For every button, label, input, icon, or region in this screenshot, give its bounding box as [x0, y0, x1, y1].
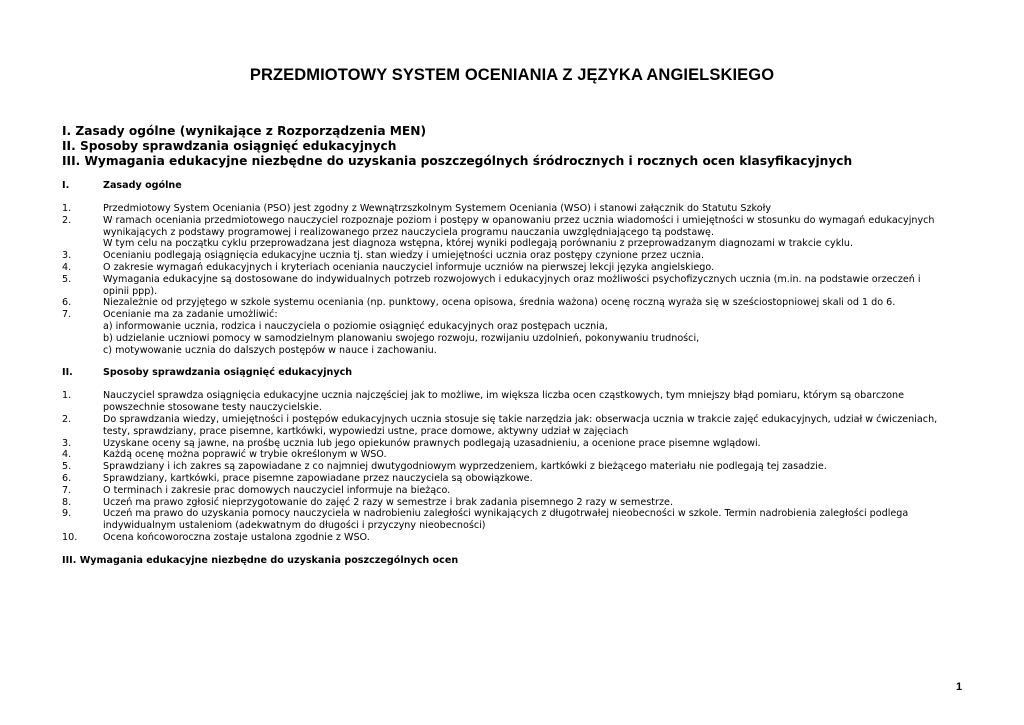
- toc-item: II. Sposoby sprawdzania osiągnięć edukacyjnych: [62, 139, 397, 153]
- list-item-number: 5.: [62, 273, 72, 285]
- section-2-heading: [62, 367, 962, 379]
- list-item-line: Uczeń ma prawo do uzyskania pomocy nauczyciela w nadrobieniu zaległości wynikających z długotrwałej nieobecności w szkole. Termin nadrobienia zaległości podlega: [103, 508, 909, 520]
- list-item-line: Każdą ocenę można poprawić w trybie określonym w WSO.: [103, 449, 387, 461]
- list-item-line: Ocena końcoworoczna zostaje ustalona zgodnie z WSO.: [103, 531, 370, 543]
- list-item-number: 6.: [62, 472, 72, 484]
- list-item-text: [103, 297, 962, 309]
- list-item-line: Uzyskane oceny są jawne, na prośbę ucznia lub jego opiekunów prawnych podlegają uzasadnieniu, a ocenione prace pisemne wglądowi.: [103, 437, 761, 449]
- section-number: II.: [62, 367, 73, 379]
- list-item-line: O terminach i zakresie prac domowych nauczyciel informuje na bieżąco.: [103, 484, 451, 496]
- list-item-number: 4.: [62, 449, 72, 461]
- list-item-text: [103, 461, 962, 473]
- list-item-number: 9.: [62, 508, 72, 520]
- list-item-line: powszechnie stosowane testy nauczycielskie.: [103, 402, 322, 414]
- list-item-number: 3.: [62, 437, 72, 449]
- list-item-line: Przedmiotowy System Oceniania (PSO) jest zgodny z Wewnątrzszkolnym Systemem Oceniania (WSO) i stanowi załącznik do Statutu Szkoły: [103, 203, 772, 214]
- list-item-number: 6.: [62, 297, 72, 309]
- list-item: [62, 532, 962, 544]
- section-1-heading: [62, 180, 962, 192]
- list-item: [62, 449, 962, 461]
- list-item-number: 10.: [62, 531, 78, 543]
- section-number: I.: [62, 180, 70, 191]
- list-item-line: W tym celu na początku cyklu przeprowadzana jest diagnoza wstępna, której wyniki podlegają porównaniu z przeprowadzanym diagnozami w trakcie cyklu.: [103, 238, 854, 250]
- list-item-line: a) informowanie ucznia, rodzica i nauczyciela o poziomie osiągnięć edukacyjnych oraz postępach ucznia,: [103, 320, 608, 332]
- list-item: [62, 215, 962, 250]
- list-item-text: [103, 250, 962, 262]
- list-item-number: 5.: [62, 461, 72, 473]
- list-item-number: 1.: [62, 390, 72, 402]
- list-item: [62, 309, 962, 356]
- list-item-line: indywidualnym ustaleniom (adekwatnym do długości i przyczyny nieobecności): [103, 520, 486, 532]
- list-item-line: Ocenianiu podlegają osiągnięcia edukacyjne ucznia tj. stan wiedzy i umiejętności ucznia oraz postępy czynione przez ucznia.: [103, 250, 705, 262]
- list-item-text: [103, 390, 962, 414]
- list-item-number: 2.: [62, 214, 72, 226]
- list-item-number: 3.: [62, 250, 72, 262]
- list-item-line: testy, sprawdziany, prace pisemne, kartkówki, wypowiedzi ustne, prace domowe, aktywny udział w zajęciach: [103, 425, 629, 437]
- list-item-line: b) udzielanie uczniowi pomocy w samodzielnym planowaniu swojego rozwoju, rozwijaniu uzdolnień, pokonywaniu trudności,: [103, 332, 700, 344]
- list-item: [62, 250, 962, 262]
- list-item: [62, 461, 962, 473]
- list-item-line: c) motywowanie ucznia do dalszych postępów w nauce i zachowaniu.: [103, 344, 437, 356]
- list-item-line: W ramach oceniania przedmiotowego nauczyciel rozpoznaje poziom i postępy w opanowaniu przez ucznia wiadomości i umiejętności w stosunku do wymagań edukacyjnych: [103, 214, 935, 226]
- list-item-text: [103, 532, 962, 544]
- list-item-line: Niezależnie od przyjętego w szkole systemu oceniania (np. punktowy, ocena opisowa, średnia ważona) ocenę roczną wyraża się w sześciostopniowej skali od 1 do 6.: [103, 297, 896, 309]
- list-item-line: wynikających z podstawy programowej i realizowanego przez nauczyciela programu nauczania uwzględniającego tą podstawę.: [103, 226, 715, 238]
- list-item-text: [103, 274, 962, 298]
- list-item-text: [103, 473, 962, 485]
- document-body: [62, 180, 962, 567]
- list-item-number: 2.: [62, 413, 72, 425]
- list-item: [62, 508, 962, 532]
- section-title: Sposoby sprawdzania osiągnięć edukacyjnych: [103, 367, 353, 379]
- list-item-line: Wymagania edukacyjne są dostosowane do indywidualnych potrzeb rozwojowych i edukacyjnych oraz możliwości psychofizycznych ucznia (m.in. na podstawie orzeczeń i: [103, 273, 921, 285]
- list-item-line: Uczeń ma prawo zgłosić nieprzygotowanie do zajęć 2 razy w semestrze i brak zadania pisemnego 2 razy w semestrze.: [103, 496, 673, 508]
- list-item: [62, 414, 962, 438]
- list-item: [62, 473, 962, 485]
- list-item: [62, 485, 962, 497]
- page-number: 1: [956, 681, 963, 693]
- list-item: [62, 297, 962, 309]
- list-item-text: [103, 485, 962, 497]
- list-item-number: 8.: [62, 496, 72, 508]
- section-title: Zasady ogólne: [103, 180, 182, 191]
- section-1-list: [62, 203, 962, 356]
- list-item-line: opinii ppp).: [103, 285, 158, 297]
- list-item: [62, 390, 962, 414]
- table-of-contents: [62, 124, 852, 169]
- list-item-text: [103, 497, 962, 509]
- list-item: [62, 203, 962, 215]
- list-item-text: [103, 215, 962, 250]
- list-item: [62, 497, 962, 509]
- list-item-number: 7.: [62, 309, 72, 321]
- list-item: [62, 274, 962, 298]
- list-item-line: Sprawdziany, kartkówki, prace pisemne zapowiadane przez nauczyciela są obowiązkowe.: [103, 472, 533, 484]
- list-item-text: [103, 309, 962, 356]
- page-title: PRZEDMIOTOWY SYSTEM OCENIANIA Z JĘZYKA ANGIELSKIEGO: [249, 66, 775, 84]
- list-item-number: 1.: [62, 203, 72, 214]
- list-item-number: 7.: [62, 484, 72, 496]
- list-item-text: [103, 508, 962, 532]
- list-item-text: [103, 438, 962, 450]
- list-item-line: O zakresie wymagań edukacyjnych i kryteriach oceniania nauczyciel informuje uczniów na pierwszej lekcji języka angielskiego.: [103, 261, 715, 273]
- toc-item: I. Zasady ogólne (wynikające z Rozporządzenia MEN): [62, 124, 427, 138]
- list-item: [62, 438, 962, 450]
- section-3-heading: III. Wymagania edukacyjne niezbędne do uzyskania poszczególnych ocen: [62, 554, 459, 566]
- list-item-line: Nauczyciel sprawdza osiągnięcia edukacyjne ucznia najczęściej jak to możliwe, im większa liczba ocen cząstkowych, tym mniejszy błąd pomiaru, którym są obarczone: [103, 390, 904, 402]
- list-item-text: [103, 203, 962, 215]
- list-item-text: [103, 262, 962, 274]
- list-item-line: Do sprawdzania wiedzy, umiejętności i postępów edukacyjnych ucznia stosuje się takie narzędzia jak: obserwacja ucznia w trakcie zajęć edukacyjnych, udział w ćwiczeniach,: [103, 413, 938, 425]
- section-2-list: [62, 390, 962, 543]
- toc-item: III. Wymagania edukacyjne niezbędne do uzyskania poszczególnych śródrocznych i rocznych ocen klasyfikacyjnych: [62, 154, 853, 168]
- list-item: [62, 262, 962, 274]
- list-item-number: 4.: [62, 261, 72, 273]
- list-item-line: Sprawdziany i ich zakres są zapowiadane z co najmniej dwutygodniowym wyprzedzeniem, kartkówki z bieżącego materiału nie podlegają tej zasadzie.: [103, 461, 827, 473]
- list-item-text: [103, 449, 962, 461]
- list-item-text: [103, 414, 962, 438]
- list-item-line: Ocenianie ma za zadanie umożliwić:: [103, 309, 278, 321]
